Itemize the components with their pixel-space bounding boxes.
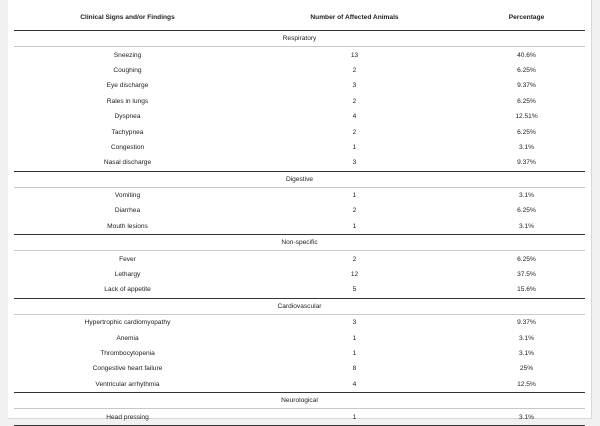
- cell-percentage: 3.1%: [518, 222, 535, 230]
- table-row: [14, 203, 585, 218]
- cell-count: 2: [352, 66, 357, 74]
- cell-count: 3: [352, 319, 357, 327]
- table-row: [14, 124, 585, 139]
- cell-finding: Dyspnea: [114, 113, 141, 121]
- table-header: [14, 5, 585, 31]
- cell-finding: Nasal discharge: [103, 159, 152, 167]
- cell-count: 3: [352, 82, 357, 90]
- cell-finding: Head pressing: [14, 409, 241, 425]
- group-row-non-specific: [14, 235, 585, 251]
- cell-count: 1: [352, 192, 357, 200]
- table-row: [14, 251, 585, 267]
- header-affected-animals: Number of Affected Animals: [241, 5, 468, 31]
- cell-percentage: 3.1%: [518, 334, 535, 342]
- table-row: [14, 94, 585, 109]
- cell-percentage: 9.37%: [517, 82, 536, 90]
- cell-finding: Tachypnea: [111, 128, 144, 136]
- cell-finding: Congestion: [110, 143, 145, 151]
- table-row: [14, 330, 585, 345]
- cell-percentage: 40.6%: [517, 51, 536, 59]
- group-row-neurological: [14, 392, 585, 408]
- table-row: [14, 346, 585, 361]
- table-row: [14, 315, 585, 331]
- table-row: [14, 219, 585, 235]
- cell-finding: Rales in lungs: [106, 97, 149, 105]
- group-title: Digestive: [14, 171, 585, 187]
- header-clinical-signs: Clinical Signs and/or Findings: [14, 5, 241, 31]
- table-body: [14, 31, 585, 426]
- group-title: Non-specific: [14, 235, 585, 251]
- cell-finding: Anemia: [116, 334, 139, 342]
- cell-count: 12: [350, 271, 359, 279]
- cell-percentage: 12.5%: [517, 380, 536, 388]
- group-title: Cardiovascular: [14, 298, 585, 314]
- cell-count: 2: [352, 207, 357, 215]
- cell-finding: Lethargy: [114, 271, 141, 279]
- table-row: [14, 78, 585, 93]
- header-row: [14, 5, 585, 31]
- cell-count: 4: [352, 113, 357, 121]
- table-row: [14, 47, 585, 63]
- cell-percentage: 3.1%: [518, 192, 535, 200]
- cell-count: 8: [352, 365, 357, 373]
- cell-finding: Fever: [119, 255, 136, 263]
- cell-finding: Coughing: [113, 66, 142, 74]
- cell-finding: Diarrhea: [114, 207, 141, 215]
- cell-percentage: 25%: [519, 365, 534, 373]
- group-title: Neurological: [14, 392, 585, 408]
- table-row: [14, 63, 585, 78]
- cell-percentage: 6.25%: [517, 128, 536, 136]
- cell-count: 5: [352, 286, 357, 294]
- cell-count: 3: [352, 159, 357, 167]
- cell-percentage: 37.5%: [517, 271, 536, 279]
- cell-percentage: 6.25%: [517, 66, 536, 74]
- cell-count: 4: [352, 380, 357, 388]
- cell-finding: Ventricular arrhythmia: [95, 380, 160, 388]
- cell-count: 2: [352, 255, 357, 263]
- clinical-signs-table: [14, 5, 585, 426]
- cell-percentage: 3.1%: [518, 350, 535, 357]
- group-row-cardiovascular: [14, 298, 585, 314]
- cell-finding: Thrombocytopenia: [100, 350, 155, 357]
- cell-count: 1: [352, 222, 357, 230]
- cell-percentage: 12.51%: [515, 113, 538, 121]
- cell-count: 2: [352, 97, 357, 105]
- table-row: [14, 109, 585, 124]
- table-row: [14, 361, 585, 376]
- cell-count: 13: [350, 51, 359, 59]
- cell-percentage: 9.37%: [517, 159, 536, 167]
- cell-percentage: 15.6%: [517, 286, 536, 294]
- cell-count: 2: [352, 128, 357, 136]
- group-row-respiratory: [14, 31, 585, 47]
- cell-finding: Lack of appetite: [104, 286, 151, 294]
- cell-finding: Vomiting: [114, 192, 141, 200]
- cell-finding: Sneezing: [113, 51, 142, 59]
- table-row: [14, 267, 585, 282]
- cell-count: 1: [241, 409, 468, 425]
- cell-count: 1: [352, 143, 357, 151]
- cell-finding: Congestive heart failure: [92, 365, 163, 373]
- cell-percentage: 9.37%: [517, 319, 536, 327]
- cell-finding: Eye discharge: [106, 82, 149, 90]
- table-row: [14, 377, 585, 393]
- cell-percentage: 6.25%: [517, 207, 536, 215]
- cell-percentage: 6.25%: [517, 255, 536, 263]
- group-row-digestive: [14, 171, 585, 187]
- cell-percentage: 6.25%: [517, 97, 536, 105]
- cell-finding: Hypertrophic cardiomyopathy: [84, 319, 171, 327]
- table-row: [14, 282, 585, 298]
- cell-count: 1: [352, 350, 357, 357]
- cell-percentage: 3.1%: [468, 409, 585, 425]
- table-row: [14, 155, 585, 171]
- document-page: [8, 0, 592, 419]
- table-row: [14, 187, 585, 203]
- group-title: Respiratory: [14, 31, 585, 47]
- cell-count: 1: [352, 334, 357, 342]
- cell-percentage: 3.1%: [518, 143, 535, 151]
- header-percentage: Percentage: [468, 5, 585, 31]
- table-row: [14, 140, 585, 155]
- cell-finding: Mouth lesions: [107, 222, 148, 230]
